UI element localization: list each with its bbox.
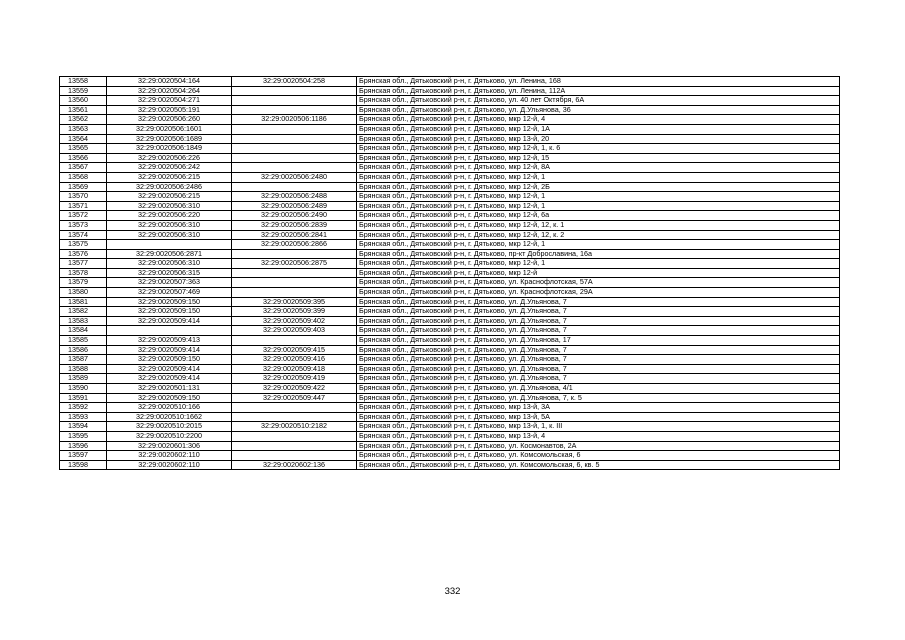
address-cell: Брянская обл., Дятьковский р-н, г. Дятьково, ул. Краснофлотская, 29А — [357, 288, 840, 298]
cadastral-number-cell: 32:29:0020506:242 — [107, 163, 232, 173]
table-row — [60, 326, 840, 336]
related-cadastral-number-cell — [232, 124, 357, 134]
cadastral-number-cell: 32:29:0020506:2486 — [107, 182, 232, 192]
row-number-cell: 13559 — [60, 86, 107, 96]
cadastral-number-cell: 32:29:0020510:2015 — [107, 422, 232, 432]
cadastral-number-cell: 32:29:0020509:414 — [107, 374, 232, 384]
table-row — [60, 220, 840, 230]
address-cell: Брянская обл., Дятьковский р-н, г. Дятьково, ул. Д.Ульянова, 7 — [357, 297, 840, 307]
table-row — [60, 201, 840, 211]
related-cadastral-number-cell: 32:29:0020509:415 — [232, 345, 357, 355]
table-row — [60, 259, 840, 269]
table-row — [60, 422, 840, 432]
table-row — [60, 345, 840, 355]
row-number-cell: 13560 — [60, 96, 107, 106]
related-cadastral-number-cell — [232, 249, 357, 259]
cadastral-number-cell: 32:29:0020507:363 — [107, 278, 232, 288]
cadastral-number-cell: 32:29:0020506:2871 — [107, 249, 232, 259]
row-number-cell: 13598 — [60, 460, 107, 470]
table-row — [60, 77, 840, 87]
related-cadastral-number-cell — [232, 431, 357, 441]
table-row — [60, 393, 840, 403]
address-cell: Брянская обл., Дятьковский р-н, г. Дятьково, ул. Комсомольская, 6, кв. 5 — [357, 460, 840, 470]
address-cell: Брянская обл., Дятьковский р-н, г. Дятьково, ул. Д.Ульянова, 7, к. 5 — [357, 393, 840, 403]
related-cadastral-number-cell — [232, 182, 357, 192]
row-number-cell: 13566 — [60, 153, 107, 163]
row-number-cell: 13579 — [60, 278, 107, 288]
row-number-cell: 13587 — [60, 355, 107, 365]
address-cell: Брянская обл., Дятьковский р-н, г. Дятьково, ул. 40 лет Октября, 6А — [357, 96, 840, 106]
row-number-cell: 13575 — [60, 240, 107, 250]
row-number-cell: 13561 — [60, 105, 107, 115]
row-number-cell: 13558 — [60, 77, 107, 87]
address-cell: Брянская обл., Дятьковский р-н, г. Дятьково, ул. Д.Ульянова, 7 — [357, 345, 840, 355]
related-cadastral-number-cell: 32:29:0020509:422 — [232, 384, 357, 394]
cadastral-number-cell: 32:29:0020509:150 — [107, 297, 232, 307]
cadastral-number-cell: 32:29:0020509:150 — [107, 355, 232, 365]
table-row — [60, 192, 840, 202]
related-cadastral-number-cell — [232, 153, 357, 163]
table-row — [60, 124, 840, 134]
address-cell: Брянская обл., Дятьковский р-н, г. Дятьково, ул. Д.Ульянова, 7 — [357, 326, 840, 336]
row-number-cell: 13585 — [60, 336, 107, 346]
related-cadastral-number-cell: 32:29:0020506:2490 — [232, 211, 357, 221]
cadastral-number-cell: 32:29:0020504:264 — [107, 86, 232, 96]
address-cell: Брянская обл., Дятьковский р-н, г. Дятьково, мкр 13-й, 5А — [357, 412, 840, 422]
row-number-cell: 13597 — [60, 451, 107, 461]
table-row — [60, 134, 840, 144]
cadastral-number-cell: 32:29:0020504:164 — [107, 77, 232, 87]
related-cadastral-number-cell — [232, 163, 357, 173]
row-number-cell: 13588 — [60, 364, 107, 374]
table-row — [60, 153, 840, 163]
related-cadastral-number-cell: 32:29:0020506:2839 — [232, 220, 357, 230]
address-cell: Брянская обл., Дятьковский р-н, г. Дятьково, мкр 12-й, 2Б — [357, 182, 840, 192]
address-cell: Брянская обл., Дятьковский р-н, г. Дятьково, ул. Комсомольская, 6 — [357, 451, 840, 461]
cadastral-number-cell: 32:29:0020506:1689 — [107, 134, 232, 144]
row-number-cell: 13582 — [60, 307, 107, 317]
cadastral-number-cell: 32:29:0020506:1601 — [107, 124, 232, 134]
cadastral-number-cell: 32:29:0020506:1849 — [107, 144, 232, 154]
row-number-cell: 13584 — [60, 326, 107, 336]
table-row — [60, 374, 840, 384]
cadastral-number-cell: 32:29:0020501:131 — [107, 384, 232, 394]
table-row — [60, 384, 840, 394]
related-cadastral-number-cell: 32:29:0020506:1186 — [232, 115, 357, 125]
address-cell: Брянская обл., Дятьковский р-н, г. Дятьково, мкр 12-й — [357, 268, 840, 278]
cadastral-number-cell: 32:29:0020506:260 — [107, 115, 232, 125]
table-row — [60, 163, 840, 173]
row-number-cell: 13562 — [60, 115, 107, 125]
related-cadastral-number-cell — [232, 278, 357, 288]
cadastral-number-cell: 32:29:0020510:166 — [107, 403, 232, 413]
cadastral-number-cell: 32:29:0020506:215 — [107, 172, 232, 182]
cadastral-number-cell: 32:29:0020506:226 — [107, 153, 232, 163]
row-number-cell: 13563 — [60, 124, 107, 134]
cadastral-number-cell: 32:29:0020509:150 — [107, 307, 232, 317]
address-cell: Брянская обл., Дятьковский р-н, г. Дятьково, мкр 12-й, 1 — [357, 201, 840, 211]
cadastral-number-cell: 32:29:0020509:150 — [107, 393, 232, 403]
row-number-cell: 13591 — [60, 393, 107, 403]
row-number-cell: 13567 — [60, 163, 107, 173]
address-cell: Брянская обл., Дятьковский р-н, г. Дятьково, ул. Д.Ульянова, 7 — [357, 364, 840, 374]
address-cell: Брянская обл., Дятьковский р-н, г. Дятьково, мкр 12-й, 12, к. 1 — [357, 220, 840, 230]
row-number-cell: 13596 — [60, 441, 107, 451]
related-cadastral-number-cell: 32:29:0020506:2480 — [232, 172, 357, 182]
table-row — [60, 460, 840, 470]
table-row — [60, 412, 840, 422]
row-number-cell: 13581 — [60, 297, 107, 307]
table-row — [60, 288, 840, 298]
table-row — [60, 144, 840, 154]
cadastral-number-cell: 32:29:0020510:1662 — [107, 412, 232, 422]
related-cadastral-number-cell — [232, 144, 357, 154]
cadastral-number-cell: 32:29:0020509:414 — [107, 316, 232, 326]
cadastral-number-cell: 32:29:0020509:414 — [107, 364, 232, 374]
related-cadastral-number-cell — [232, 105, 357, 115]
row-number-cell: 13592 — [60, 403, 107, 413]
address-cell: Брянская обл., Дятьковский р-н, г. Дятьково, мкр 12-й, 1 — [357, 259, 840, 269]
related-cadastral-number-cell: 32:29:0020509:403 — [232, 326, 357, 336]
address-cell: Брянская обл., Дятьковский р-н, г. Дятьково, ул. Ленина, 168 — [357, 77, 840, 87]
row-number-cell: 13576 — [60, 249, 107, 259]
address-cell: Брянская обл., Дятьковский р-н, г. Дятьково, ул. Ленина, 112А — [357, 86, 840, 96]
cadastral-number-cell: 32:29:0020510:2200 — [107, 431, 232, 441]
row-number-cell: 13590 — [60, 384, 107, 394]
table-row — [60, 355, 840, 365]
table-row — [60, 278, 840, 288]
table-row — [60, 316, 840, 326]
address-cell: Брянская обл., Дятьковский р-н, г. Дятьково, ул. Д.Ульянова, 7 — [357, 374, 840, 384]
address-cell: Брянская обл., Дятьковский р-н, г. Дятьково, мкр 12-й, 15 — [357, 153, 840, 163]
related-cadastral-number-cell — [232, 441, 357, 451]
related-cadastral-number-cell — [232, 403, 357, 413]
row-number-cell: 13570 — [60, 192, 107, 202]
row-number-cell: 13586 — [60, 345, 107, 355]
address-cell: Брянская обл., Дятьковский р-н, г. Дятьково, мкр 12-й, 1, к. 6 — [357, 144, 840, 154]
page-number: 332 — [444, 586, 461, 597]
cadastral-number-cell: 32:29:0020504:271 — [107, 96, 232, 106]
related-cadastral-number-cell — [232, 96, 357, 106]
table-row — [60, 307, 840, 317]
address-cell: Брянская обл., Дятьковский р-н, г. Дятьково, ул. Д.Ульянова, 7 — [357, 355, 840, 365]
row-number-cell: 13568 — [60, 172, 107, 182]
table-row — [60, 441, 840, 451]
related-cadastral-number-cell — [232, 336, 357, 346]
row-number-cell: 13577 — [60, 259, 107, 269]
table-row — [60, 86, 840, 96]
related-cadastral-number-cell: 32:29:0020509:447 — [232, 393, 357, 403]
row-number-cell: 13578 — [60, 268, 107, 278]
cadastral-number-cell: 32:29:0020507:469 — [107, 288, 232, 298]
row-number-cell: 13583 — [60, 316, 107, 326]
related-cadastral-number-cell — [232, 412, 357, 422]
row-number-cell: 13574 — [60, 230, 107, 240]
table-row — [60, 172, 840, 182]
related-cadastral-number-cell: 32:29:0020509:395 — [232, 297, 357, 307]
table-row — [60, 249, 840, 259]
registry-table-body — [60, 77, 840, 470]
address-cell: Брянская обл., Дятьковский р-н, г. Дятьково, ул. Д.Ульянова, 36 — [357, 105, 840, 115]
table-row — [60, 211, 840, 221]
row-number-cell: 13569 — [60, 182, 107, 192]
cadastral-number-cell: 32:29:0020602:110 — [107, 460, 232, 470]
related-cadastral-number-cell: 32:29:0020602:136 — [232, 460, 357, 470]
table-row — [60, 115, 840, 125]
address-cell: Брянская обл., Дятьковский р-н, г. Дятьково, ул. Краснофлотская, 57А — [357, 278, 840, 288]
address-cell: Брянская обл., Дятьковский р-н, г. Дятьково, мкр 12-й, 8А — [357, 163, 840, 173]
related-cadastral-number-cell — [232, 134, 357, 144]
related-cadastral-number-cell: 32:29:0020509:399 — [232, 307, 357, 317]
address-cell: Брянская обл., Дятьковский р-н, г. Дятьково, мкр 12-й, 1 — [357, 240, 840, 250]
table-row — [60, 96, 840, 106]
address-cell: Брянская обл., Дятьковский р-н, г. Дятьково, ул. Д.Ульянова, 7 — [357, 307, 840, 317]
related-cadastral-number-cell — [232, 451, 357, 461]
address-cell: Брянская обл., Дятьковский р-н, г. Дятьково, пр-кт Доброславина, 16а — [357, 249, 840, 259]
cadastral-number-cell: 32:29:0020506:315 — [107, 268, 232, 278]
address-cell: Брянская обл., Дятьковский р-н, г. Дятьково, ул. Космонавтов, 2А — [357, 441, 840, 451]
address-cell: Брянская обл., Дятьковский р-н, г. Дятьково, ул. Д.Ульянова, 7 — [357, 316, 840, 326]
cadastral-number-cell — [107, 240, 232, 250]
related-cadastral-number-cell: 32:29:0020509:402 — [232, 316, 357, 326]
row-number-cell: 13589 — [60, 374, 107, 384]
related-cadastral-number-cell: 32:29:0020506:2866 — [232, 240, 357, 250]
cadastral-number-cell: 32:29:0020506:310 — [107, 220, 232, 230]
address-cell: Брянская обл., Дятьковский р-н, г. Дятьково, мкр 12-й, 1 — [357, 192, 840, 202]
registry-table — [59, 76, 840, 470]
related-cadastral-number-cell: 32:29:0020504:258 — [232, 77, 357, 87]
table-row — [60, 182, 840, 192]
table-row — [60, 403, 840, 413]
cadastral-number-cell: 32:29:0020602:110 — [107, 451, 232, 461]
cadastral-number-cell: 32:29:0020506:310 — [107, 201, 232, 211]
table-row — [60, 230, 840, 240]
row-number-cell: 13593 — [60, 412, 107, 422]
related-cadastral-number-cell: 32:29:0020506:2841 — [232, 230, 357, 240]
row-number-cell: 13565 — [60, 144, 107, 154]
cadastral-number-cell: 32:29:0020509:414 — [107, 345, 232, 355]
row-number-cell: 13571 — [60, 201, 107, 211]
related-cadastral-number-cell — [232, 288, 357, 298]
related-cadastral-number-cell: 32:29:0020506:2488 — [232, 192, 357, 202]
related-cadastral-number-cell: 32:29:0020506:2489 — [232, 201, 357, 211]
address-cell: Брянская обл., Дятьковский р-н, г. Дятьково, ул. Д.Ульянова, 4/1 — [357, 384, 840, 394]
related-cadastral-number-cell — [232, 268, 357, 278]
row-number-cell: 13594 — [60, 422, 107, 432]
address-cell: Брянская обл., Дятьковский р-н, г. Дятьково, мкр 12-й, 1А — [357, 124, 840, 134]
address-cell: Брянская обл., Дятьковский р-н, г. Дятьково, мкр 13-й, 3А — [357, 403, 840, 413]
address-cell: Брянская обл., Дятьковский р-н, г. Дятьково, мкр 13-й, 4 — [357, 431, 840, 441]
cadastral-number-cell: 32:29:0020505:191 — [107, 105, 232, 115]
cadastral-number-cell: 32:29:0020601:306 — [107, 441, 232, 451]
row-number-cell: 13572 — [60, 211, 107, 221]
row-number-cell: 13580 — [60, 288, 107, 298]
related-cadastral-number-cell: 32:29:0020510:2182 — [232, 422, 357, 432]
table-row — [60, 336, 840, 346]
cadastral-number-cell: 32:29:0020506:310 — [107, 259, 232, 269]
related-cadastral-number-cell: 32:29:0020509:419 — [232, 374, 357, 384]
table-row — [60, 364, 840, 374]
address-cell: Брянская обл., Дятьковский р-н, г. Дятьково, мкр 12-й, 12, к. 2 — [357, 230, 840, 240]
table-row — [60, 297, 840, 307]
cadastral-number-cell: 32:29:0020509:413 — [107, 336, 232, 346]
cadastral-number-cell: 32:29:0020506:220 — [107, 211, 232, 221]
address-cell: Брянская обл., Дятьковский р-н, г. Дятьково, мкр 12-й, 1 — [357, 172, 840, 182]
related-cadastral-number-cell: 32:29:0020509:418 — [232, 364, 357, 374]
related-cadastral-number-cell: 32:29:0020506:2875 — [232, 259, 357, 269]
address-cell: Брянская обл., Дятьковский р-н, г. Дятьково, ул. Д.Ульянова, 17 — [357, 336, 840, 346]
related-cadastral-number-cell: 32:29:0020509:416 — [232, 355, 357, 365]
table-row — [60, 240, 840, 250]
table-row — [60, 268, 840, 278]
address-cell: Брянская обл., Дятьковский р-н, г. Дятьково, мкр 12-й, 6а — [357, 211, 840, 221]
cadastral-number-cell: 32:29:0020506:310 — [107, 230, 232, 240]
row-number-cell: 13595 — [60, 431, 107, 441]
cadastral-number-cell — [107, 326, 232, 336]
table-row — [60, 451, 840, 461]
table-row — [60, 105, 840, 115]
address-cell: Брянская обл., Дятьковский р-н, г. Дятьково, мкр 13-й, 1, к. III — [357, 422, 840, 432]
related-cadastral-number-cell — [232, 86, 357, 96]
table-row — [60, 431, 840, 441]
row-number-cell: 13564 — [60, 134, 107, 144]
row-number-cell: 13573 — [60, 220, 107, 230]
address-cell: Брянская обл., Дятьковский р-н, г. Дятьково, мкр 13-й, 20 — [357, 134, 840, 144]
cadastral-number-cell: 32:29:0020506:215 — [107, 192, 232, 202]
address-cell: Брянская обл., Дятьковский р-н, г. Дятьково, мкр 12-й, 4 — [357, 115, 840, 125]
